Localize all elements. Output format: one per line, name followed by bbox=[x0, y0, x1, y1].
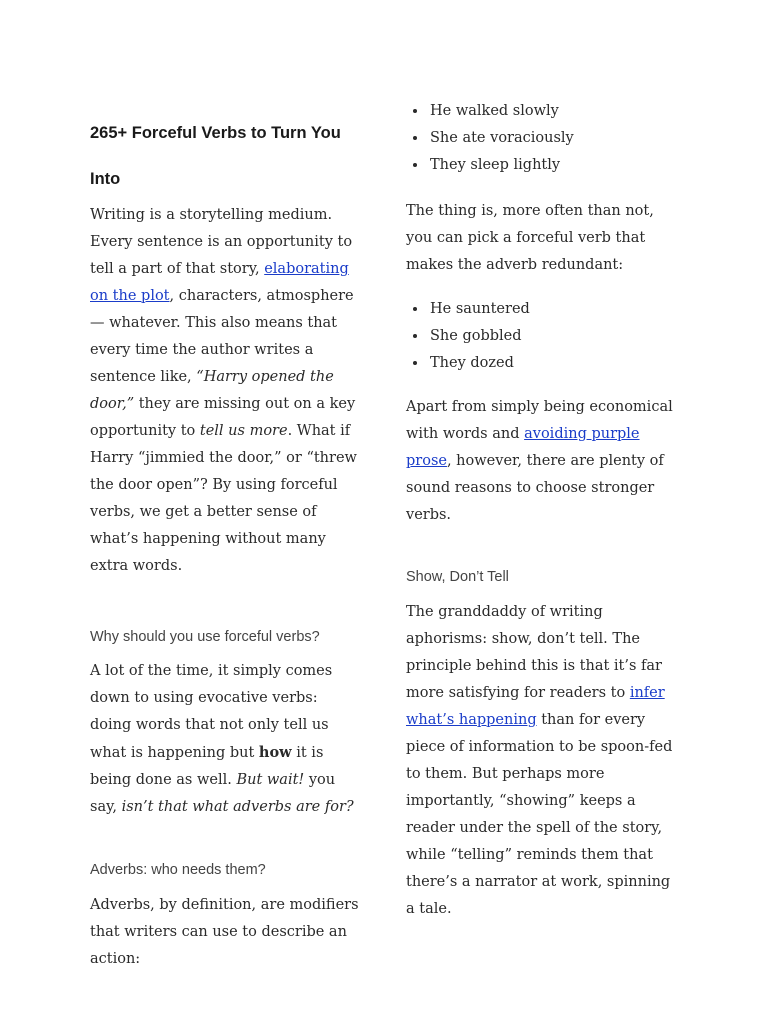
link-avoiding-purple-prose[interactable]: avoiding purple prose bbox=[406, 426, 640, 469]
link-elaborating-on-the-plot[interactable]: elaborating on the plot bbox=[90, 261, 349, 304]
why-text-1: A lot of the time, it simply comes down to using evocative verbs: doing words that not only tell us what is happening but bbox=[90, 663, 333, 761]
economical-paragraph bbox=[406, 394, 676, 529]
intro-text-1: Writing is a storytelling medium. Every sentence is an opportunity to tell a part of that story, bbox=[90, 207, 353, 277]
link-infer-whats-happening[interactable]: infer what’s happening bbox=[406, 685, 665, 728]
intro-quote: “Harry opened the door,” bbox=[90, 369, 334, 412]
show-text-2: than for every piece of information to be spoon-fed to them. But perhaps more importantly, “showing” keeps a reader under the spell of the story, while “telling” reminds them that there’s a narrator at work, spinning a tale. bbox=[406, 712, 673, 917]
title-line-1: 265+ Forceful Verbs to Turn You bbox=[90, 124, 341, 142]
list-item: • She gobbled bbox=[428, 323, 676, 350]
adverbs-paragraph: Adverbs, by definition, are modifiers that writers can use to describe an action: bbox=[90, 897, 359, 967]
why-text-3: you say, bbox=[90, 772, 336, 815]
list-item: • He walked slowly bbox=[428, 98, 676, 125]
show-paragraph bbox=[406, 599, 676, 923]
intro-emphasis: tell us more bbox=[199, 423, 288, 439]
why-emphasis-2: isn’t that what adverbs are for? bbox=[121, 799, 354, 815]
heading-show-dont-tell: Show, Don’t Tell bbox=[406, 569, 509, 585]
heading-adverbs: Adverbs: who needs them? bbox=[90, 862, 266, 878]
right-column bbox=[406, 98, 676, 923]
forceful-verb-examples-list bbox=[406, 296, 676, 377]
list-item: • They sleep lightly bbox=[428, 152, 676, 179]
redundant-paragraph: The thing is, more often than not, you can pick a forceful verb that makes the adverb redundant: bbox=[406, 203, 654, 273]
intro-text-2: , characters, atmosphere — whatever. This also means that every time the author writes a sentence like, bbox=[90, 288, 354, 385]
list-item: • They dozed bbox=[428, 350, 676, 377]
article-title bbox=[90, 110, 360, 202]
show-text-1: The granddaddy of writing aphorisms: show, don’t tell. The principle behind this is that it’s far more satisfying for readers to bbox=[406, 604, 662, 701]
adverb-examples-list bbox=[406, 98, 676, 179]
why-text-2: it is being done as well. bbox=[90, 745, 324, 788]
economical-text-2: , however, there are plenty of sound reasons to choose stronger verbs. bbox=[406, 453, 664, 523]
why-strong: how bbox=[258, 744, 292, 761]
intro-text-3: they are missing out on a key opportunity to bbox=[90, 396, 356, 439]
intro-text-4: . What if Harry “jimmied the door,” or “threw the door open”? By using forceful verbs, we get a better sense of what’s happening without many extra words. bbox=[90, 423, 357, 574]
list-item: • She ate voraciously bbox=[428, 125, 676, 152]
left-column bbox=[90, 110, 360, 973]
why-emphasis-1: But wait! bbox=[236, 772, 305, 788]
title-line-2: Into bbox=[90, 170, 121, 188]
why-paragraph bbox=[90, 658, 360, 821]
intro-paragraph bbox=[90, 202, 360, 580]
heading-why-forceful-verbs: Why should you use forceful verbs? bbox=[90, 629, 320, 645]
economical-text-1: Apart from simply being economical with words and bbox=[406, 399, 673, 442]
list-item: • He sauntered bbox=[428, 296, 676, 323]
